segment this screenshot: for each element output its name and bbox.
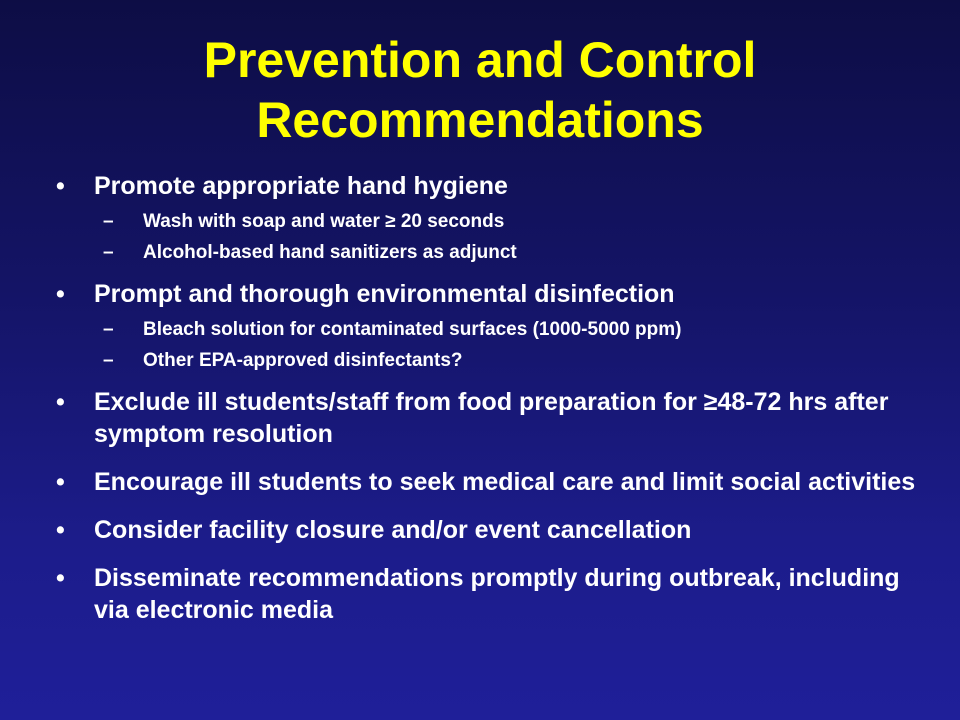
slide-title-line-1: Prevention and Control — [203, 32, 757, 88]
bullet-text: Disseminate recommendations promptly during outbreak, including via electronic media — [94, 564, 900, 624]
sub-item — [103, 206, 936, 237]
sub-item — [103, 237, 936, 268]
sub-text: Other EPA-approved disinfectants? — [143, 350, 463, 371]
bullet-list — [56, 170, 936, 626]
bullet-marker: • — [56, 388, 65, 416]
bullet-marker: • — [56, 280, 65, 308]
bullet-item-medical-care — [56, 466, 936, 498]
bullet-text: Exclude ill students/staff from food preparation for ≥48-72 hrs after symptom resolution — [94, 388, 889, 448]
sub-marker: – — [103, 211, 114, 232]
sub-text: Wash with soap and water ≥ 20 seconds — [143, 211, 505, 232]
slide-title — [0, 30, 960, 150]
sub-marker: – — [103, 242, 114, 263]
bullet-item-disseminate — [56, 562, 936, 626]
bullet-item-exclude-ill — [56, 386, 936, 450]
sub-list — [94, 206, 936, 268]
bullet-marker: • — [56, 468, 65, 496]
bullet-marker: • — [56, 172, 65, 200]
bullet-text: Consider facility closure and/or event cancellation — [94, 516, 692, 544]
sub-marker: – — [103, 319, 114, 340]
bullet-marker: • — [56, 564, 65, 592]
sub-text: Bleach solution for contaminated surfaces (1000-5000 ppm) — [143, 319, 682, 340]
bullet-text: Promote appropriate hand hygiene — [94, 172, 508, 200]
bullet-item-disinfection — [56, 278, 936, 376]
slide-title-line-2: Recommendations — [256, 92, 704, 148]
sub-text: Alcohol-based hand sanitizers as adjunct — [143, 242, 517, 263]
bullet-text: Encourage ill students to seek medical care and limit social activities — [94, 468, 916, 496]
sub-item — [103, 345, 936, 376]
bullet-item-facility-closure — [56, 514, 936, 546]
sub-item — [103, 314, 936, 345]
sub-list — [94, 314, 936, 376]
bullet-item-hand-hygiene — [56, 170, 936, 268]
sub-marker: – — [103, 350, 114, 371]
bullet-text: Prompt and thorough environmental disinfection — [94, 280, 675, 308]
bullet-marker: • — [56, 516, 65, 544]
